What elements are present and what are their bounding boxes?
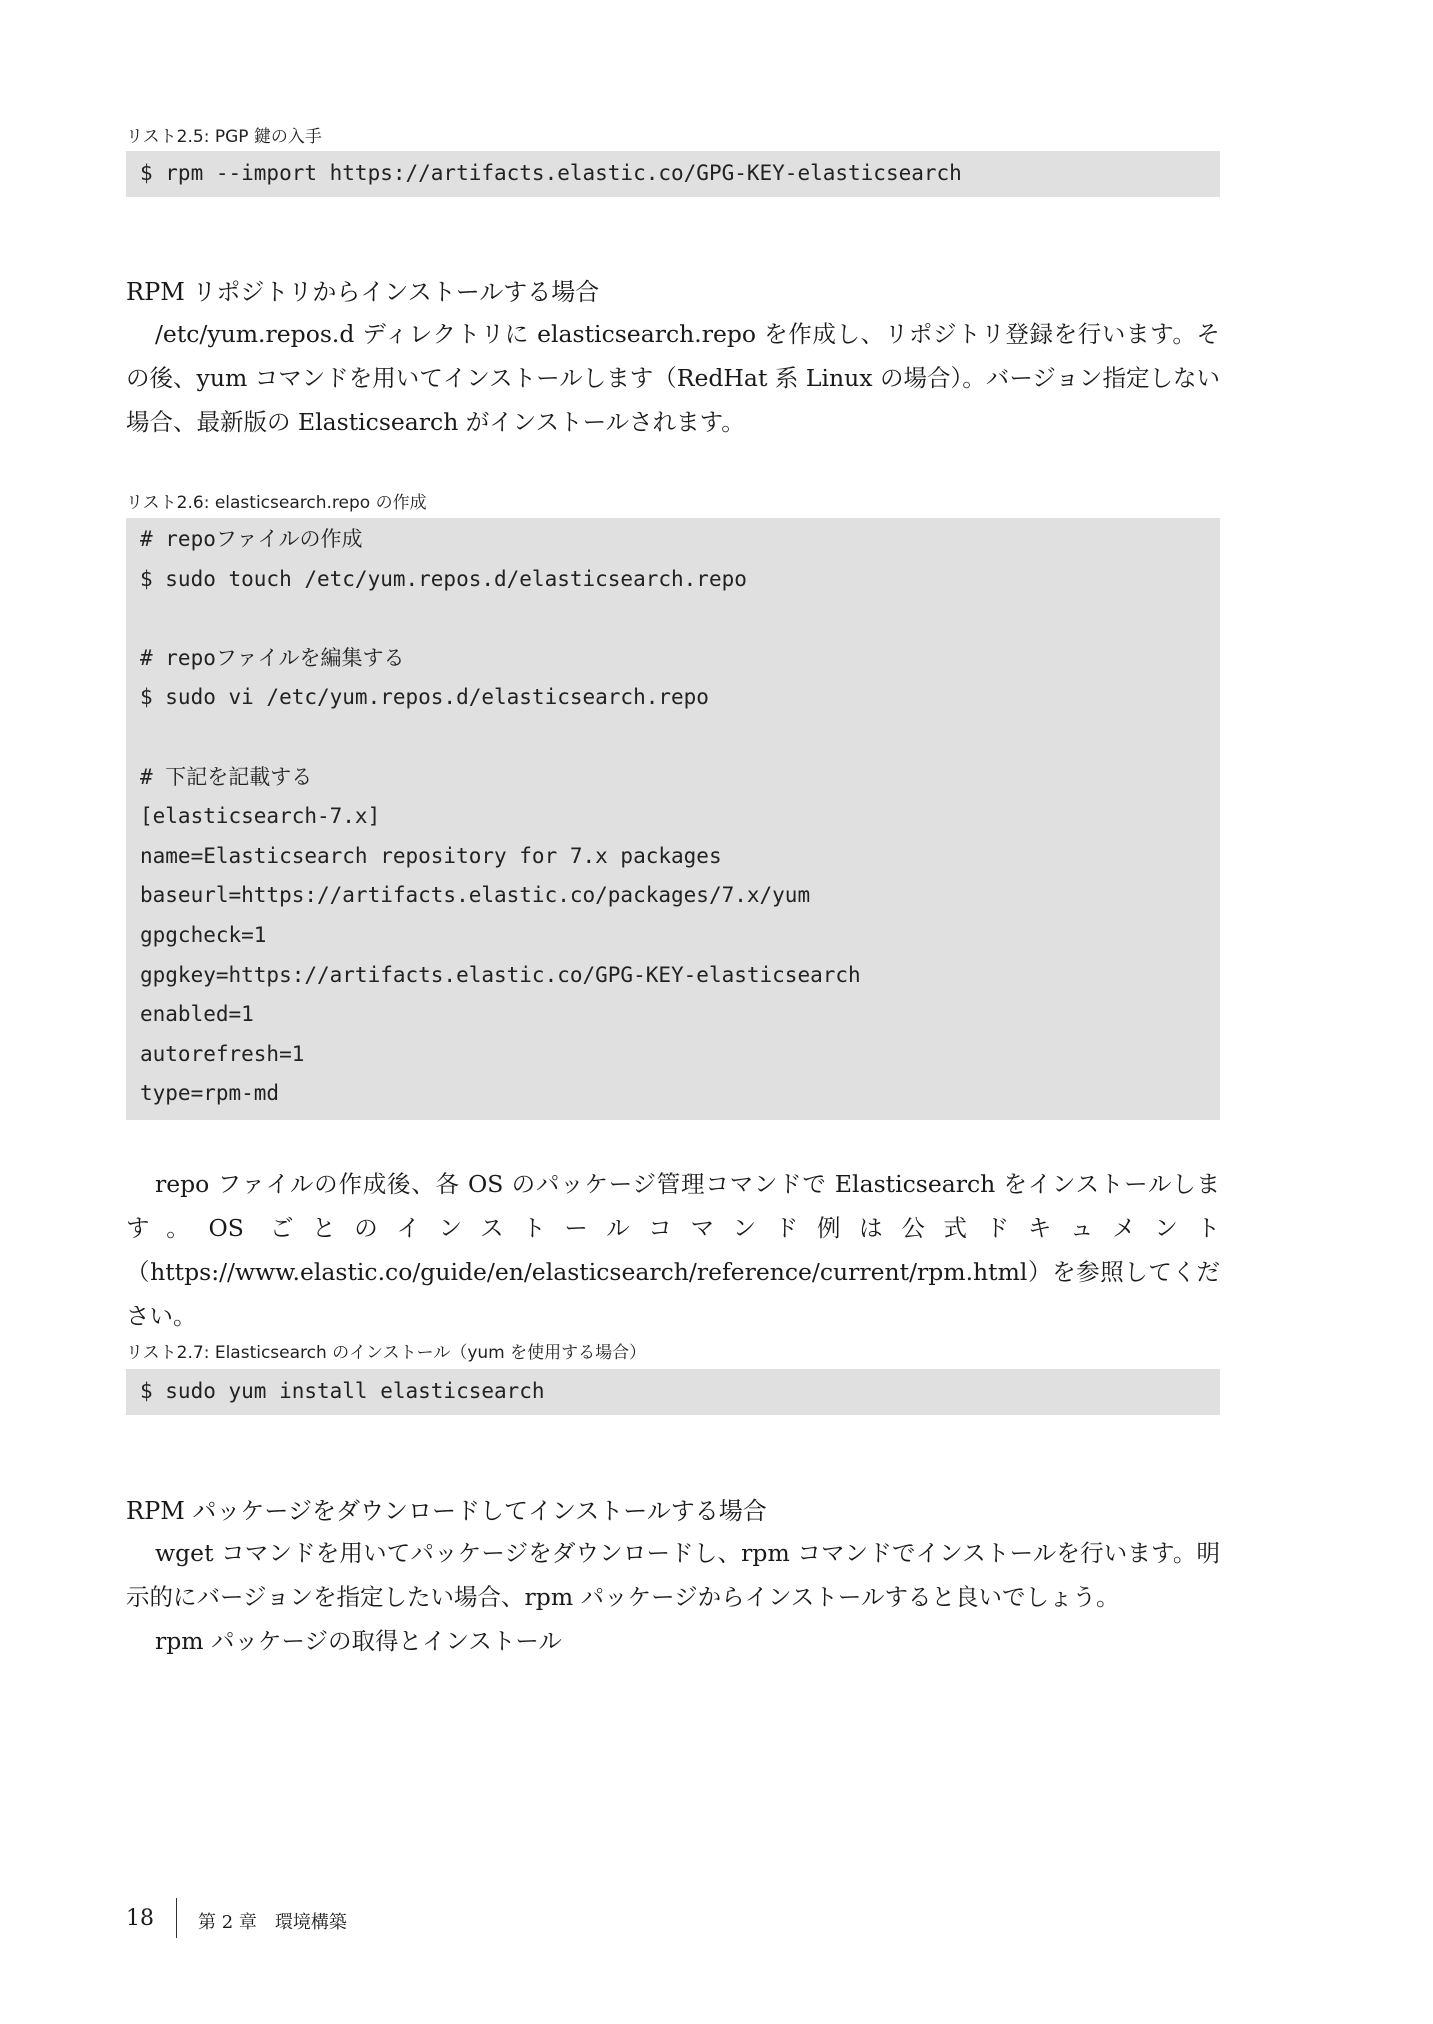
- code-line: type=rpm-md: [140, 1081, 280, 1106]
- page-number: 18: [126, 1906, 154, 1931]
- paragraph: [126, 1531, 1220, 1619]
- code-line: $ sudo yum install elasticsearch: [140, 1379, 545, 1403]
- paragraph: [126, 1619, 1220, 1663]
- paragraph-text: wget コマンドを用いてパッケージをダウンロードし、rpm コマンドでインストールを行います。明示的にバージョンを指定したい場合、rpm パッケージからインストールすると良いでしょう。: [126, 1539, 1220, 1611]
- code-block-yum: [126, 1369, 1220, 1415]
- listing-caption: リスト2.5: PGP 鍵の入手: [126, 127, 322, 147]
- listing-caption: リスト2.7: Elasticsearch のインストール（yum を使用する場合）: [126, 1343, 647, 1363]
- code-line: [elasticsearch-7.x]: [140, 804, 381, 829]
- code-line: # repoファイルを編集する: [140, 645, 405, 670]
- code-block-repo: [126, 518, 1220, 1120]
- code-line: [140, 718, 1206, 758]
- listing-caption: リスト2.6: elasticsearch.repo の作成: [126, 493, 427, 513]
- code-line: enabled=1: [140, 1002, 254, 1027]
- code-line: [140, 599, 1206, 639]
- paragraph-text: repo ファイルの作成後、各 OS のパッケージ管理コマンドで Elasticsearch をインストールします。OS ごとのインストールコマンド例は公式ドキュメント（https://www.elastic.co/guide/en/elasticsearch/reference/current/rpm.html）を参照してください。: [126, 1170, 1220, 1330]
- chapter-title: 第 2 章 環境構築: [198, 1912, 347, 1933]
- section-heading: RPM パッケージをダウンロードしてインストールする場合: [126, 1497, 767, 1525]
- code-line: # 下記を記載する: [140, 764, 313, 789]
- code-line: autorefresh=1: [140, 1041, 305, 1066]
- footer-divider: [176, 1898, 177, 1938]
- paragraph: [126, 1162, 1220, 1338]
- code-line: # repoファイルの作成: [140, 527, 363, 551]
- section-heading: RPM リポジトリからインストールする場合: [126, 278, 600, 306]
- code-line: $ sudo touch /etc/yum.repos.d/elasticsearch.repo: [140, 566, 747, 591]
- code-line: $ rpm --import https://artifacts.elastic.co/GPG-KEY-elasticsearch: [140, 161, 962, 185]
- code-line: gpgcheck=1: [140, 922, 267, 947]
- code-block-pgp: [126, 151, 1220, 197]
- code-line: gpgkey=https://artifacts.elastic.co/GPG-KEY-elasticsearch: [140, 962, 861, 987]
- paragraph-text: /etc/yum.repos.d ディレクトリに elasticsearch.repo を作成し、リポジトリ登録を行います。その後、yum コマンドを用いてインストールします（RedHat 系 Linux の場合）。バージョン指定しない場合、最新版の Elasticsearch がインストールされます。: [126, 320, 1220, 436]
- sub-heading: rpm パッケージの取得とインストール: [155, 1627, 562, 1655]
- code-line: name=Elasticsearch repository for 7.x packages: [140, 843, 722, 868]
- paragraph: [126, 312, 1220, 444]
- code-line: baseurl=https://artifacts.elastic.co/packages/7.x/yum: [140, 883, 811, 908]
- code-line: $ sudo vi /etc/yum.repos.d/elasticsearch.repo: [140, 685, 709, 710]
